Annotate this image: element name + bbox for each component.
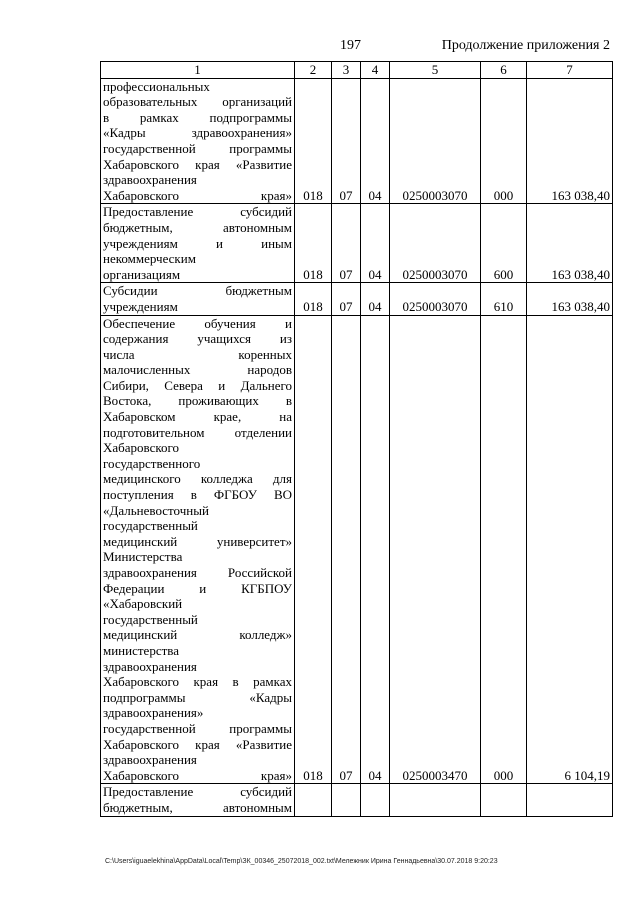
- cell-rz: 07: [332, 315, 361, 784]
- row-name: Субсидии бюджетным учреждениям: [101, 283, 295, 315]
- appendix-caption: Продолжение приложения 2: [441, 38, 610, 53]
- table-row: [101, 283, 613, 315]
- column-number: 4: [361, 62, 390, 79]
- cell-rz: 07: [332, 78, 361, 204]
- cell-sum: 163 038,40: [527, 283, 613, 315]
- cell-csr: 0250003470: [390, 315, 481, 784]
- cell-csr: 0250003070: [390, 204, 481, 283]
- cell-vr: 000: [481, 315, 527, 784]
- table-row: [101, 784, 613, 816]
- cell-sum: 163 038,40: [527, 204, 613, 283]
- table-row: [101, 204, 613, 283]
- cell-csr: 0250003070: [390, 283, 481, 315]
- cell-vr: 610: [481, 283, 527, 315]
- cell-rz: 07: [332, 283, 361, 315]
- cell-vr: [481, 784, 527, 816]
- column-number: 7: [527, 62, 613, 79]
- table-row: [101, 78, 613, 204]
- cell-sum: [527, 784, 613, 816]
- cell-rz: [332, 784, 361, 816]
- row-name: Обеспечение обучения и содержания учащихся из числа коренных малочисленных народов Сибири, Севера и Дальнего Востока, проживающих в Хабаровском крае, на подготовительном отделении Хабаровского государственного медицинского колледжа для поступления в ФГБОУ ВО «Дальневосточный государственный медицинский университет» Министерства здравоохранения Российской Федерации и КГБПОУ «Хабаровский государственный медицинский колледж» министерства здравоохранения Хабаровского края в рамках подпрограммы «Кадры здравоохранения» государственной программы Хабаровского края «Развитие здравоохранения Хабаровского края»: [101, 315, 295, 784]
- file-path-footer: C:\Users\iguaelekhina\AppData\Local\Temp\ЗК_00346_25072018_002.txt\Мележник Ирина Геннадьевна\30.07.2018 9:20:23: [105, 858, 498, 865]
- column-number: 2: [295, 62, 332, 79]
- cell-gr: 018: [295, 204, 332, 283]
- cell-pr: 04: [361, 78, 390, 204]
- column-number: 1: [101, 62, 295, 79]
- page-number: 197: [340, 38, 361, 53]
- cell-sum: 6 104,19: [527, 315, 613, 784]
- column-number: 6: [481, 62, 527, 79]
- cell-vr: 000: [481, 78, 527, 204]
- cell-gr: [295, 784, 332, 816]
- cell-pr: 04: [361, 204, 390, 283]
- budget-table: [100, 61, 613, 817]
- column-number: 5: [390, 62, 481, 79]
- row-name: Предоставление субсидий бюджетным, автономным учреждениям и иным некоммерческим организациям: [101, 204, 295, 283]
- column-number-row: [101, 62, 613, 79]
- cell-rz: 07: [332, 204, 361, 283]
- column-number: 3: [332, 62, 361, 79]
- table-row: [101, 315, 613, 784]
- cell-pr: [361, 784, 390, 816]
- cell-pr: 04: [361, 315, 390, 784]
- cell-vr: 600: [481, 204, 527, 283]
- cell-csr: [390, 784, 481, 816]
- cell-gr: 018: [295, 283, 332, 315]
- cell-gr: 018: [295, 78, 332, 204]
- cell-csr: 0250003070: [390, 78, 481, 204]
- row-name: Предоставление субсидий бюджетным, автономным: [101, 784, 295, 816]
- cell-gr: 018: [295, 315, 332, 784]
- cell-pr: 04: [361, 283, 390, 315]
- row-name: профессиональных образовательных организаций в рамках подпрограммы «Кадры здравоохранения» государственной программы Хабаровского края «Развитие здравоохранения Хабаровского края»: [101, 78, 295, 204]
- cell-sum: 163 038,40: [527, 78, 613, 204]
